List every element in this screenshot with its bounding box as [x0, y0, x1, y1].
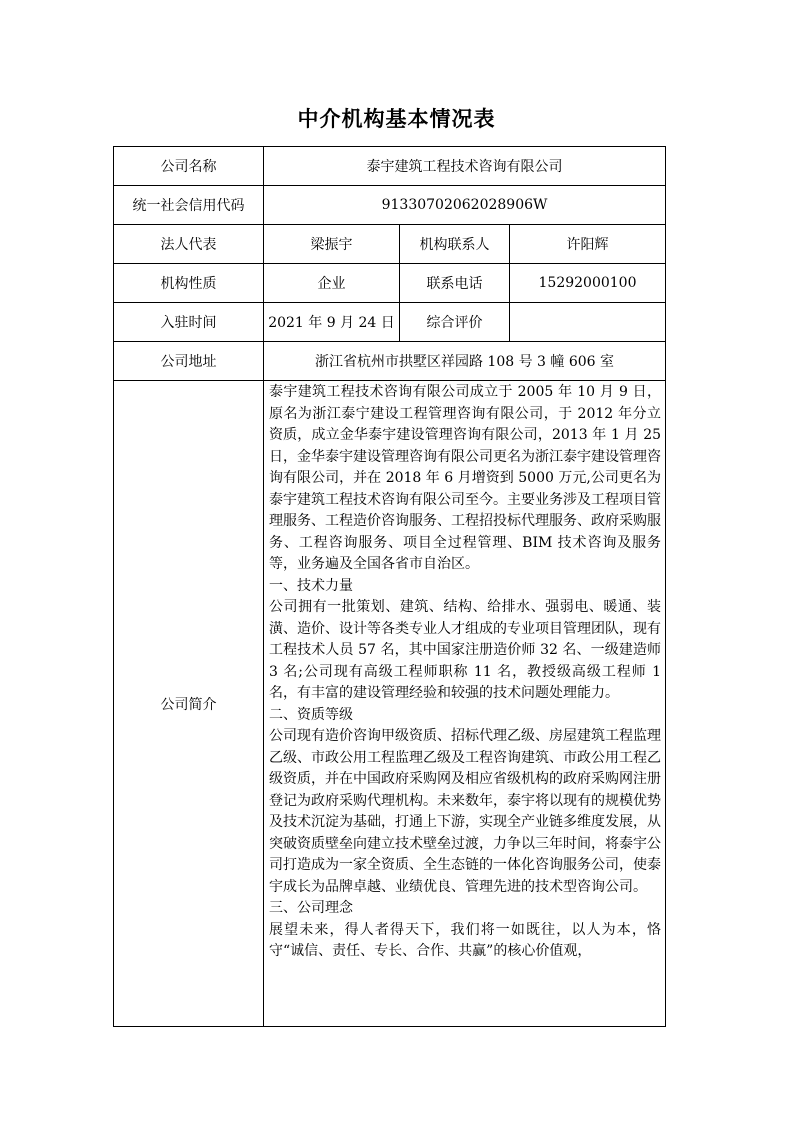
- value-legal-rep: 梁振宇: [264, 225, 400, 264]
- row-org-type: [114, 264, 666, 303]
- value-phone: 15292000100: [510, 264, 666, 303]
- label-address: 公司地址: [114, 342, 264, 381]
- value-org-type: 企业: [264, 264, 400, 303]
- label-join-date: 入驻时间: [114, 303, 264, 342]
- intro-heading: 三、公司理念: [269, 900, 353, 916]
- value-contact-person: 许阳辉: [510, 225, 666, 264]
- label-intro: 公司简介: [114, 381, 264, 1027]
- info-table: [113, 146, 666, 1027]
- row-address: [114, 342, 666, 381]
- row-intro: [114, 381, 666, 1027]
- label-legal-rep: 法人代表: [114, 225, 264, 264]
- intro-paragraph: 泰宇建筑工程技术咨询有限公司成立于 2005 年 10 月 9 日，原名为浙江泰宁建设工程管理咨询有限公司，于 2012 年分立资质，成立金华泰宇建设管理咨询有限公司，2013 年 1 月 25 日，金华泰宇建设管理咨询有限公司更名为浙江泰宇建设管理咨询有限公司，并在 2018 年 6 月增资到 5000 万元,公司更名为泰宇建筑工程技术咨询有限公司至今。主要业务涉及工程项目管理服务、工程造价咨询服务、工程招投标代理服务、政府采购服务、工程咨询服务、项目全过程管理、BIM 技术咨询及服务等，业务遍及全国各省市自治区。: [269, 384, 662, 572]
- label-contact-person: 机构联系人: [400, 225, 510, 264]
- row-credit-code: [114, 186, 666, 225]
- row-legal-rep: [114, 225, 666, 264]
- intro-paragraph: 公司现有造价咨询甲级资质、招标代理乙级、房屋建筑工程监理乙级、市政公用工程监理乙级及工程咨询建筑、市政公用工程乙级资质，并在中国政府采购网及相应省级机构的政府采购网注册登记为政府采购代理机构。未来数年，泰宇将以现有的规模优势及技术沉淀为基础，打通上下游，实现全产业链多维度发展，从突破资质壁垒向建立技术壁垒过渡，力争以三年时间，将泰宇公司打造成为一家全资质、全生态链的一体化咨询服务公司，使泰宇成长为品牌卓越、业绩优良、管理先进的技术型咨询公司。: [269, 728, 662, 895]
- value-rating: [510, 303, 666, 342]
- intro-text: [264, 381, 665, 1026]
- value-company-name: 泰宇建筑工程技术咨询有限公司: [264, 147, 666, 186]
- intro-paragraph: 展望未来，得人者得天下，我们将一如既往，以人为本，恪守“诚信、责任、专长、合作、共赢”的核心价值观，: [269, 921, 662, 959]
- label-company-name: 公司名称: [114, 147, 264, 186]
- intro-heading: 二、资质等级: [269, 706, 353, 723]
- label-rating: 综合评价: [400, 303, 510, 342]
- intro-heading: 一、技术力量: [269, 577, 353, 594]
- document-title: 中介机构基本情况表: [297, 107, 496, 131]
- intro-cell: [264, 381, 666, 1027]
- row-join-date: [114, 303, 666, 342]
- label-credit-code: 统一社会信用代码: [114, 186, 264, 225]
- value-address: 浙江省杭州市拱墅区祥园路 108 号 3 幢 606 室: [264, 342, 666, 381]
- label-phone: 联系电话: [400, 264, 510, 303]
- label-org-type: 机构性质: [114, 264, 264, 303]
- intro-paragraph: 公司拥有一批策划、建筑、结构、给排水、强弱电、暖通、装潢、造价、设计等各类专业人才组成的专业项目管理团队，现有工程技术人员 57 名，其中国家注册造价师 32 名、一级建造师 3 名;公司现有高级工程师职称 11 名，教授级高级工程师 1 名，有丰富的建设管理经验和较强的技术问题处理能力。: [269, 599, 662, 701]
- value-credit-code: 91330702062028906W: [264, 186, 666, 225]
- row-company-name: [114, 147, 666, 186]
- value-join-date: 2021 年 9 月 24 日: [264, 303, 400, 342]
